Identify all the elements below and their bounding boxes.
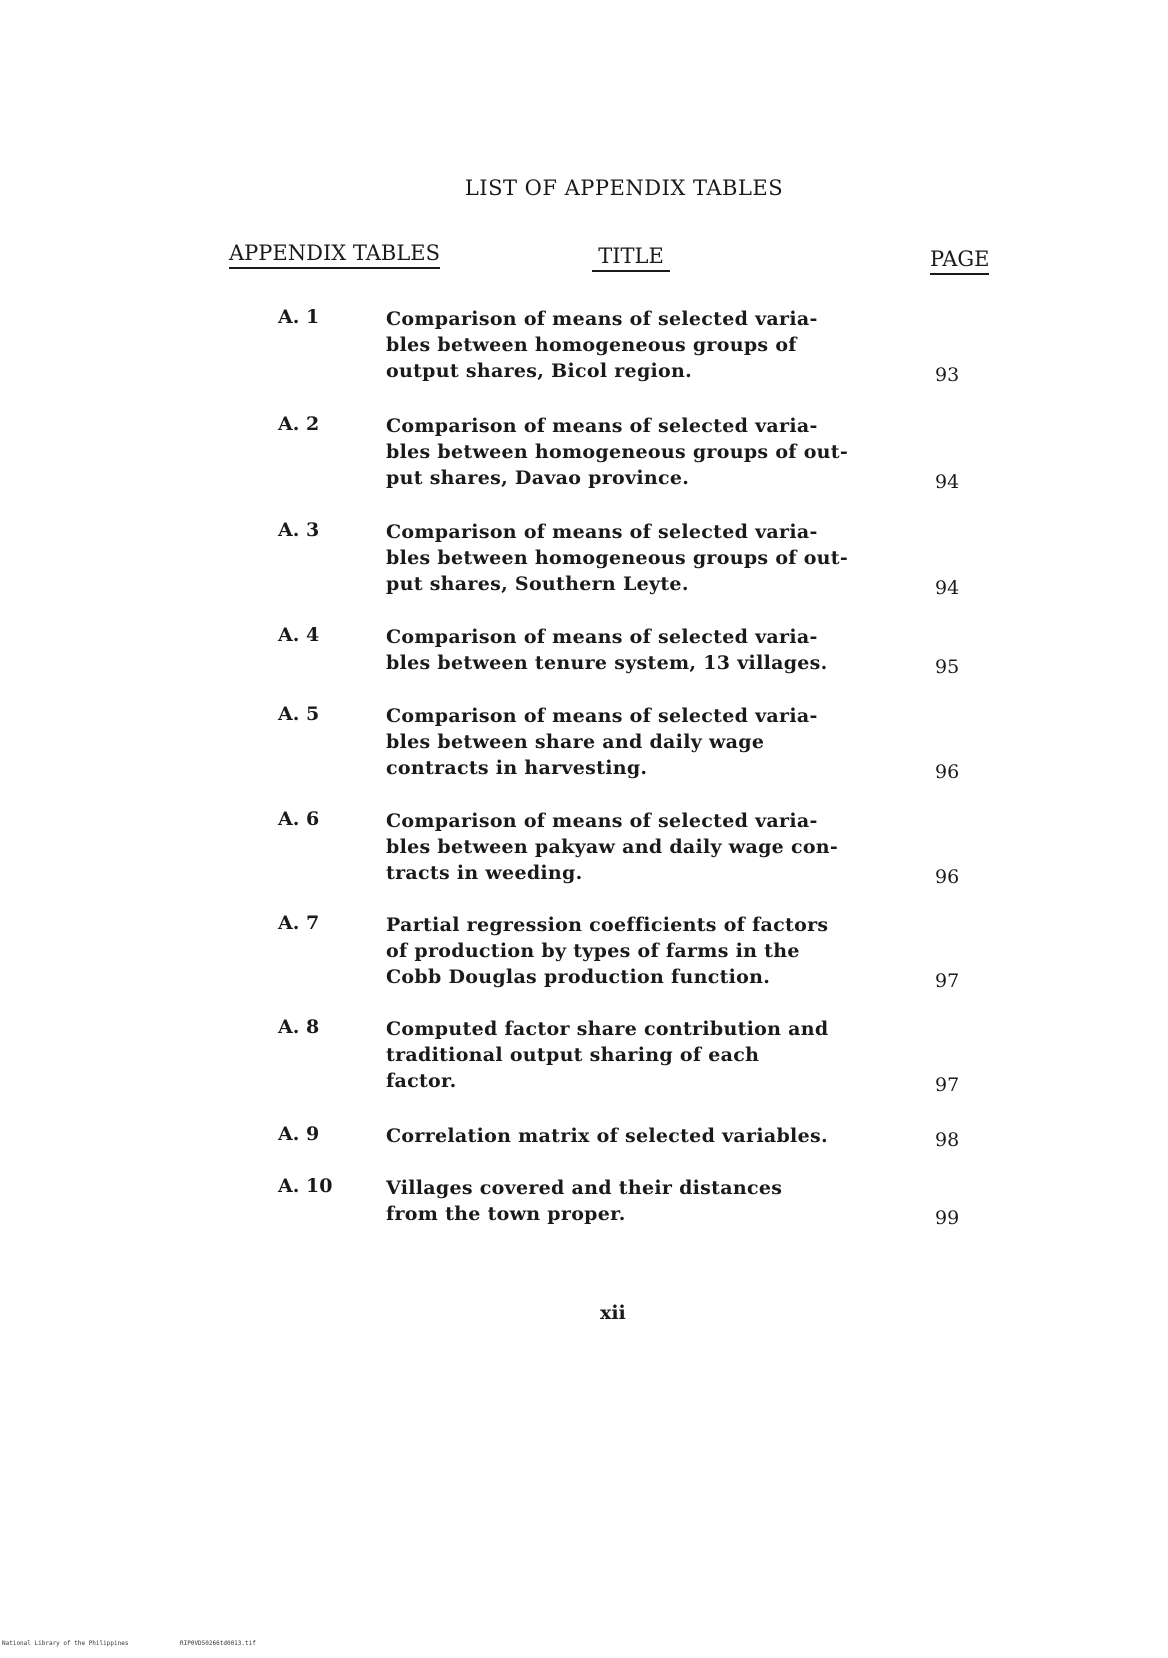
entry-page-number: 99 [935,1207,960,1229]
entry-title [386,306,886,384]
entry-number: A. 8 [278,1016,320,1038]
entry-page-number: 97 [935,970,960,992]
entry-title-line: Comparison of means of selected varia- [386,415,818,437]
entry-number: A. 2 [278,413,320,435]
footer-library-name: National Library of the Philippines [2,1640,129,1647]
entry-title-line: output shares, Bicol region. [386,360,693,382]
table-entry [0,1016,1168,1106]
entry-title-line: bles between tenure system, 13 villages. [386,652,828,674]
header-appendix-tables: APPENDIX TABLES [229,240,440,269]
entry-number: A. 6 [278,808,320,830]
entry-page-number: 93 [935,364,960,386]
entry-title [386,413,886,491]
entry-page-number: 97 [935,1074,960,1096]
entry-title [386,1175,886,1227]
entry-title [386,624,886,676]
footer-file-name: RIP0VD50266td0013.tif [180,1640,256,1647]
entry-title-line: traditional output sharing of each [386,1044,760,1066]
entry-title-line: bles between homogeneous groups of [386,334,797,356]
table-entry [0,624,1168,714]
table-entry [0,519,1168,609]
entry-title-line: Villages covered and their distances [386,1177,783,1199]
entry-number: A. 5 [278,703,320,725]
table-entry [0,808,1168,898]
header-title: TITLE [592,243,670,272]
entry-title-line: of production by types of farms in the [386,940,800,962]
entry-title-line: bles between share and daily wage [386,731,765,753]
entry-title-line: Comparison of means of selected varia- [386,705,818,727]
entry-page-number: 94 [935,577,960,599]
page-title: LIST OF APPENDIX TABLES [464,176,784,200]
entry-number: A. 10 [278,1175,333,1197]
table-entry [0,703,1168,793]
entry-page-number: 96 [935,866,960,888]
entry-title-line: Partial regression coefficients of factors [386,914,829,936]
entry-title-line: put shares, Southern Leyte. [386,573,689,595]
entry-title [386,703,886,781]
entry-title-line: bles between homogeneous groups of out- [386,441,849,463]
table-entry [0,1175,1168,1265]
entry-title-line: Correlation matrix of selected variables. [386,1125,828,1147]
entry-title-line: Comparison of means of selected varia- [386,810,818,832]
entry-title-line: Computed factor share contribution and [386,1018,829,1040]
entry-title-line: from the town proper. [386,1203,626,1225]
entry-title-line: contracts in harvesting. [386,757,648,779]
page-number: xii [600,1302,626,1324]
entry-title-line: tracts in weeding. [386,862,583,884]
entry-title [386,519,886,597]
table-entry [0,306,1168,396]
entry-title-line: Cobb Douglas production function. [386,966,771,988]
entry-title-line: Comparison of means of selected varia- [386,521,818,543]
entry-title-line: Comparison of means of selected varia- [386,626,818,648]
entry-title [386,912,886,990]
entry-title-line: bles between pakyaw and daily wage con- [386,836,839,858]
entry-title-line: bles between homogeneous groups of out- [386,547,849,569]
table-entry [0,912,1168,1002]
entry-title-line: put shares, Davao province. [386,467,690,489]
entry-number: A. 1 [278,306,320,328]
header-page: PAGE [930,246,989,275]
entry-page-number: 95 [935,656,960,678]
entry-number: A. 7 [278,912,320,934]
entry-number: A. 9 [278,1123,320,1145]
entry-number: A. 4 [278,624,320,646]
entry-title [386,1016,886,1094]
entry-number: A. 3 [278,519,320,541]
entry-title [386,1123,886,1149]
table-entry [0,413,1168,503]
entry-page-number: 98 [935,1129,960,1151]
entry-title [386,808,886,886]
entry-title-line: Comparison of means of selected varia- [386,308,818,330]
entry-page-number: 94 [935,471,960,493]
entry-title-line: factor. [386,1070,457,1092]
entry-page-number: 96 [935,761,960,783]
